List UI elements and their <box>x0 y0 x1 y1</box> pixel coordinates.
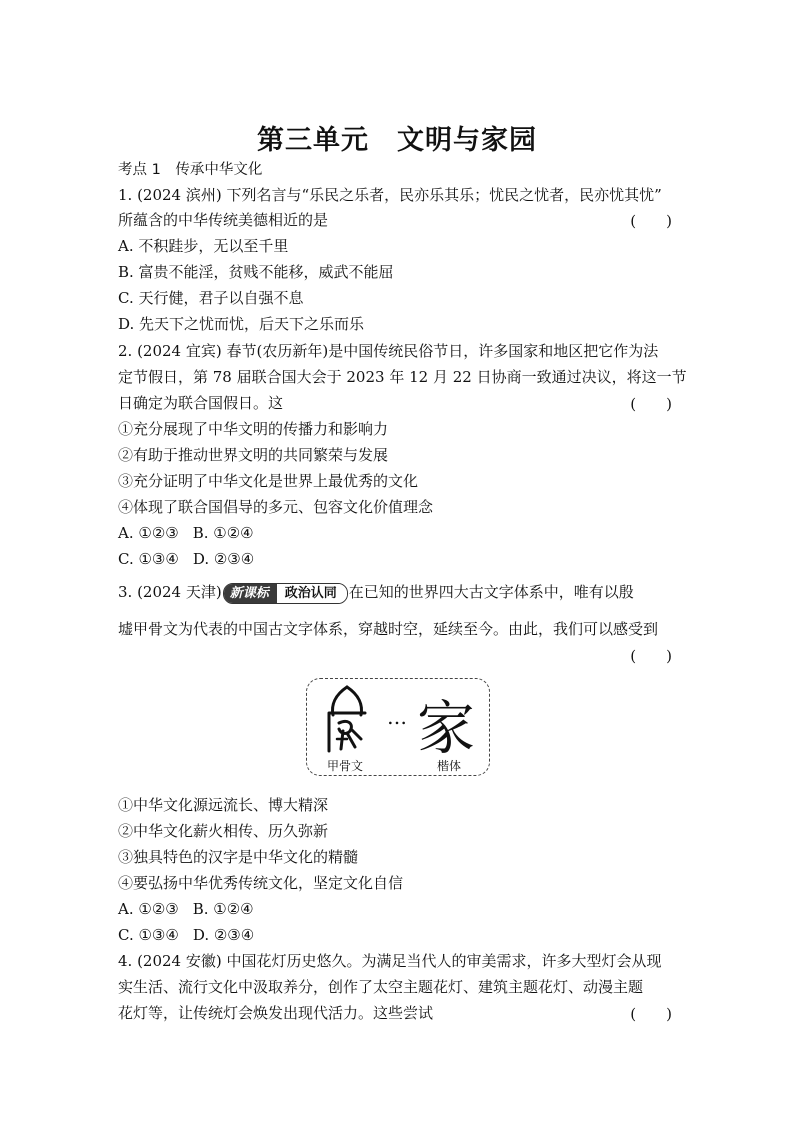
q1-option-a: A. 不积跬步，无以至千里 <box>118 237 289 255</box>
q2-stem-line2: 定节假日，第 78 届联合国大会于 2023 年 12 月 22 日协商一致通过决议，将这一节 <box>118 368 687 386</box>
q3-statement-3: ③独具特色的汉字是中华文化的精髓 <box>118 848 359 866</box>
q3-stem-line1 <box>118 582 678 604</box>
q3-stem-rest: 在已知的世界四大古文字体系中，唯有以殷 <box>348 583 634 601</box>
q2-stem-line1: 2. (2024 宜宾) 春节(农历新年)是中国传统民俗节日，许多国家和地区把它作为法 <box>118 342 659 360</box>
q1-option-c: C. 天行健，君子以自强不息 <box>118 289 304 307</box>
q2-options-row1 <box>118 523 678 543</box>
page-title <box>0 118 794 157</box>
q3-prefix: 3. (2024 天津) <box>118 583 222 601</box>
q4-answer-blank: ( ) <box>630 1005 672 1023</box>
q3-answer-blank: ( ) <box>630 647 672 665</box>
q2-stem-line3: 日确定为联合国假日。这 <box>118 394 284 412</box>
q2-options-row2 <box>118 549 678 569</box>
section-heading: 考点 1 传承中华文化 <box>118 162 263 178</box>
badge-political-identity: 政治认同 <box>277 584 347 603</box>
q2-statement-4: ④体现了联合国倡导的多元、包容文化价值理念 <box>118 498 434 516</box>
q3-statement-1: ①中华文化源远流长、博大精深 <box>118 796 329 814</box>
curriculum-badge <box>223 583 348 604</box>
evolution-dots: … <box>387 705 408 729</box>
caption-regular-script: 楷体 <box>437 759 462 773</box>
q3-statement-4: ④要弘扬中华优秀传统文化，坚定文化自信 <box>118 874 404 892</box>
q1-option-d: D. 先天下之忧而忧，后天下之乐而乐 <box>118 315 365 333</box>
q3-option-c: C. ①③④ <box>118 926 179 944</box>
q2-option-b: B. ①②④ <box>192 524 254 542</box>
q2-option-c: C. ①③④ <box>118 550 179 568</box>
q4-stem-line1: 4. (2024 安徽) 中国花灯历史悠久。为满足当代人的审美需求，许多大型灯会从现 <box>118 952 662 970</box>
q3-option-a: A. ①②③ <box>118 900 179 918</box>
q4-stem-line2: 实生活、流行文化中汲取养分，创作了太空主题花灯、建筑主题花灯、动漫主题 <box>118 978 644 996</box>
q2-statement-3: ③充分证明了中华文化是世界上最优秀的文化 <box>118 472 419 490</box>
q3-options-row1 <box>118 899 678 919</box>
q4-stem-line3: 花灯等，让传统灯会焕发出现代活力。这些尝试 <box>118 1004 434 1022</box>
oracle-bone-character-icon <box>317 683 377 763</box>
q3-options-row2 <box>118 925 678 945</box>
title-topic: 文明与家园 <box>397 125 537 156</box>
q1-answer-blank: ( ) <box>630 212 672 230</box>
title-unit: 第三单元 <box>257 125 369 156</box>
kaishu-character: 家 <box>417 694 476 762</box>
q2-option-a: A. ①②③ <box>118 524 179 542</box>
q1-stem-line2: 所蕴含的中华传统美德相近的是 <box>118 211 329 229</box>
q3-option-b: B. ①②④ <box>192 900 254 918</box>
q2-statement-2: ②有助于推动世界文明的共同繁荣与发展 <box>118 446 389 464</box>
character-evolution-figure <box>306 678 490 776</box>
q3-statement-2: ②中华文化薪火相传、历久弥新 <box>118 822 329 840</box>
q1-stem-line1: 1. (2024 滨州) 下列名言与“乐民之乐者，民亦乐其乐；忧民之忧者，民亦忧其忧” <box>118 186 662 204</box>
q2-option-d: D. ②③④ <box>192 550 255 568</box>
q2-answer-blank: ( ) <box>630 395 672 413</box>
badge-new-standard: 新课标 <box>224 584 277 603</box>
q3-stem-line2: 墟甲骨文为代表的中国古文字体系，穿越时空，延续至今。由此，我们可以感受到 <box>118 620 659 638</box>
q1-option-b: B. 富贵不能淫，贫贱不能移，威武不能屈 <box>118 263 394 281</box>
q2-statement-1: ①充分展现了中华文明的传播力和影响力 <box>118 420 389 438</box>
caption-oracle-bone: 甲骨文 <box>327 759 364 773</box>
q3-option-d: D. ②③④ <box>192 926 255 944</box>
